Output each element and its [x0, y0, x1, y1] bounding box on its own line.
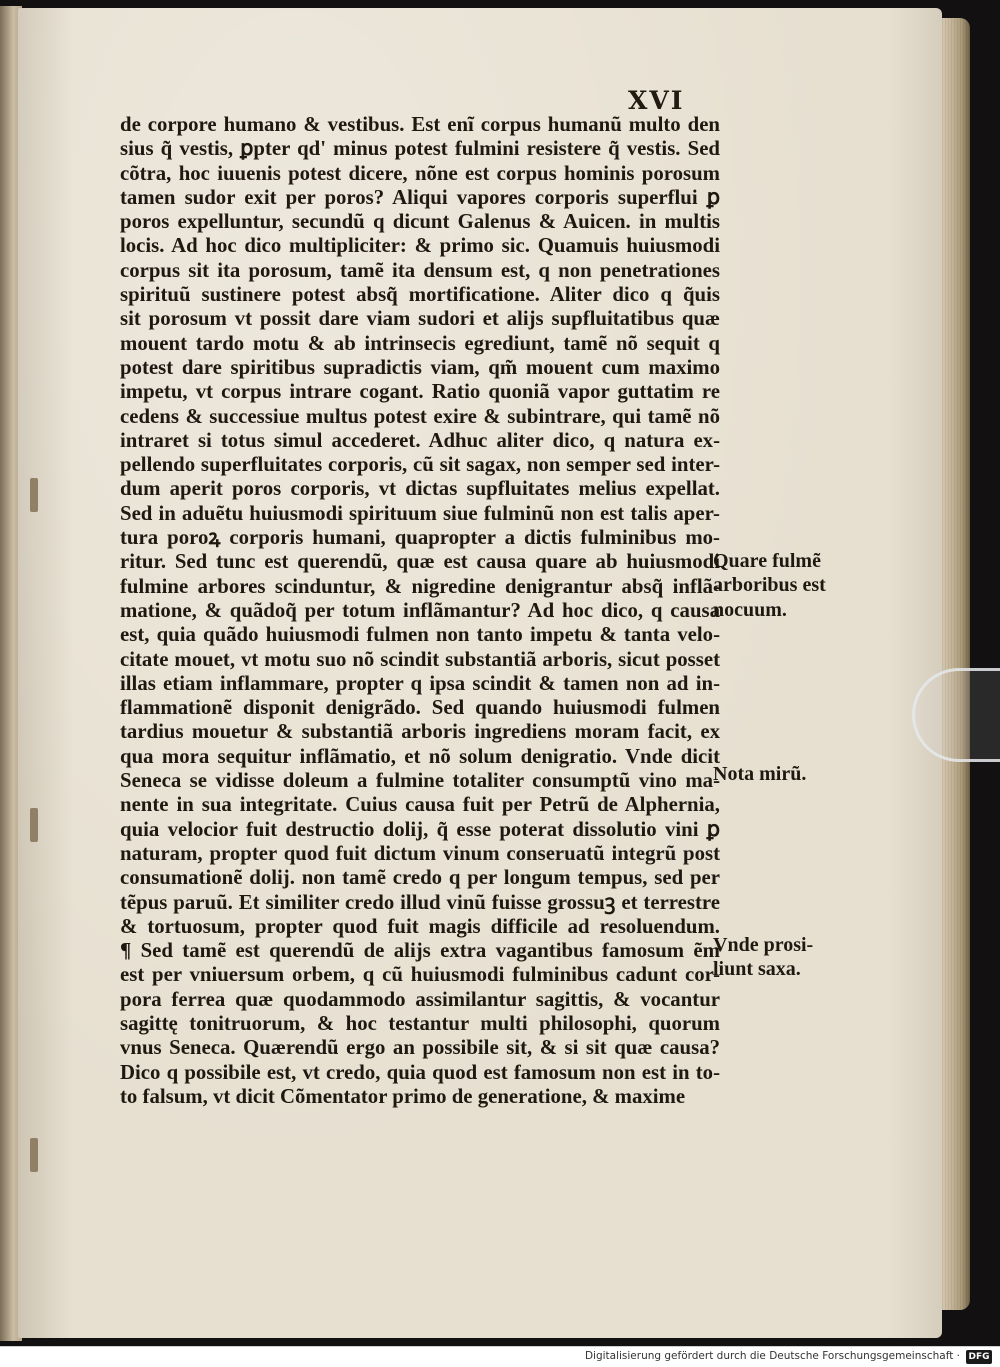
- plastic-page-clip: [912, 668, 1000, 762]
- marginal-note-1: [713, 549, 863, 622]
- binding-stitch: [30, 808, 38, 842]
- text-line: spirituũ sustinere potest absq̃ mortificatione. Aliter dico q q̃uis: [120, 283, 720, 307]
- text-line: cedens & successiue multus potest exire & subintrare, qui tamẽ nõ: [120, 404, 720, 428]
- text-line: naturam, propter quod fuit dictum vinum conseruatũ integrũ post: [120, 841, 720, 865]
- text-line: tẽpus paruũ. Et similiter credo illud vinũ fuisse grossuꝫ et terrestre: [120, 890, 720, 914]
- digitization-footer: [0, 1346, 1000, 1367]
- text-line: quia velocior fuit destructio dolij, q̃ esse poterat dissolutio vini ꝑ: [120, 817, 720, 841]
- dfg-logo: DFG: [966, 1350, 992, 1364]
- text-line: Seneca se vidisse doleum a fulmine totaliter consumptũ vino ma-: [120, 769, 720, 793]
- marginal-note-line: arboribus est: [713, 574, 826, 597]
- text-line: consumationẽ dolij. non tamẽ credo q per longum tempus, sed per: [120, 866, 720, 890]
- text-line: matione, & quãdoq̃ per totum inflãmantur? Ad hoc dico, q causa: [120, 598, 720, 622]
- text-line: intraret si totus simul accederet. Adhuc aliter dico, q natura ex-: [120, 428, 720, 452]
- binding-stitch: [30, 478, 38, 512]
- marginal-note-line: Nota mirũ.: [713, 763, 807, 785]
- marginal-note-line: Quare fulmẽ: [713, 550, 821, 572]
- marginal-note-line: liunt saxa.: [713, 958, 801, 981]
- text-line: pellendo superfluitates corporis, cũ sit sagax, non semper sed inter-: [120, 453, 720, 477]
- text-line: locis. Ad hoc dico multipliciter: & primo sic. Quamuis huiusmodi: [120, 234, 720, 258]
- text-line: flammationẽ disponit denigrãdo. Sed quando huiusmodi fulmen: [120, 696, 720, 720]
- text-line: pora ferrea quæ quodammodo assimilantur sagittis, & vocantur: [120, 987, 720, 1011]
- text-line: cõtra, hoc iuuenis potest dicere, nõne est corpus hominis porosum: [120, 161, 720, 185]
- text-line: sit porosum vt possit dare viam sudori et alijs supfluitatibus quæ: [120, 307, 720, 331]
- text-line: Dico q possibile est, vt credo, quia quod est famosum non est in to-: [120, 1060, 720, 1084]
- text-line: ritur. Sed tunc est querendũ, quæ est causa quare ab huiusmodi: [120, 550, 720, 574]
- text-line: impetu, vt corpus intrare cogant. Ratio quoniã vapor guttatim re: [120, 380, 720, 404]
- text-line: vnus Seneca. Quærendũ ergo an possibile sit, & si sit quæ causa?: [120, 1036, 720, 1060]
- text-line: sagittę tonitruorum, & hoc testantur multi philosophi, quorum: [120, 1011, 720, 1035]
- main-text: [120, 113, 720, 1109]
- marginal-note-line: nocuum.: [713, 598, 787, 621]
- folio-number: XVI: [628, 86, 685, 115]
- text-line: qua mora sequitur inflãmatio, et nõ solum denigratio. Vnde dicit: [120, 744, 720, 768]
- text-line: & tortuosum, propter quod fuit magis difficile ad resoluendum.: [120, 914, 720, 938]
- marginal-note-line: Vnde prosi-: [713, 934, 814, 956]
- marginal-note-2: [713, 762, 863, 786]
- text-line: ¶ Sed tamẽ est querendũ de alijs extra vagantibus famosum ẽm: [120, 939, 720, 963]
- text-line: de corpore humano & vestibus. Est enĩ corpus humanũ multo den: [120, 113, 720, 136]
- text-line: Sed in aduẽtu huiusmodi spirituum siue fulminũ non est talis aper-: [120, 501, 720, 525]
- text-line: est, quia quãdo huiusmodi fulmen non tanto impetu & tanta velo-: [120, 623, 720, 647]
- text-line: illas etiam inflammare, propter q ipsa scindit & tamen non ad in-: [120, 671, 720, 695]
- text-line: fulmine arbores scinduntur, & nigredine denigrantur absq̃ inflã-: [120, 574, 720, 598]
- text-line: poros expelluntur, secundũ q dicunt Galenus & Auicen. in multis: [120, 210, 720, 234]
- text-line: citate mouet, vt motu suo nõ scindit substantiã arboris, sicut posset: [120, 647, 720, 671]
- funding-credit: Digitalisierung gefördert durch die Deutsche Forschungsgemeinschaft ·: [584, 1350, 960, 1362]
- text-line: sius q̃ vestis, ꝑpter qd' minus potest fulmini resistere q̃ vestis. Sed: [120, 137, 720, 161]
- text-line: corpus sit ita porosum, tamẽ ita densum est, q non penetrationes: [120, 258, 720, 282]
- text-line: tura poroꝝ corporis humani, quapropter a dictis fulminibus mo-: [120, 526, 720, 550]
- text-line: nente in sua integritate. Cuius causa fuit per Petrũ de Alphernia,: [120, 793, 720, 817]
- binding-stitch: [30, 1138, 38, 1172]
- marginal-note-3: [713, 933, 863, 982]
- text-line: est per vniuersum orbem, q cũ huiusmodi fulminibus cadunt cor-: [120, 963, 720, 987]
- text-line: potest dare spiritibus supradictis viam, qm̃ mouent cum maximo: [120, 355, 720, 379]
- text-line: tamen sudor exit per poros? Aliqui vapores corporis superflui ꝑ: [120, 185, 720, 209]
- text-line: dum aperit poros corporis, vt dictas supfluitates melius expellat.: [120, 477, 720, 501]
- text-line: mouent tardo motu & ab intrinsecis egrediunt, tamẽ nõ sequit q: [120, 331, 720, 355]
- text-line: tardius mouetur & substantiã arboris ingrediens moram facit, ex: [120, 720, 720, 744]
- text-line: to falsum, vt dicit Cõmentator primo de generatione, & maxime: [120, 1084, 686, 1108]
